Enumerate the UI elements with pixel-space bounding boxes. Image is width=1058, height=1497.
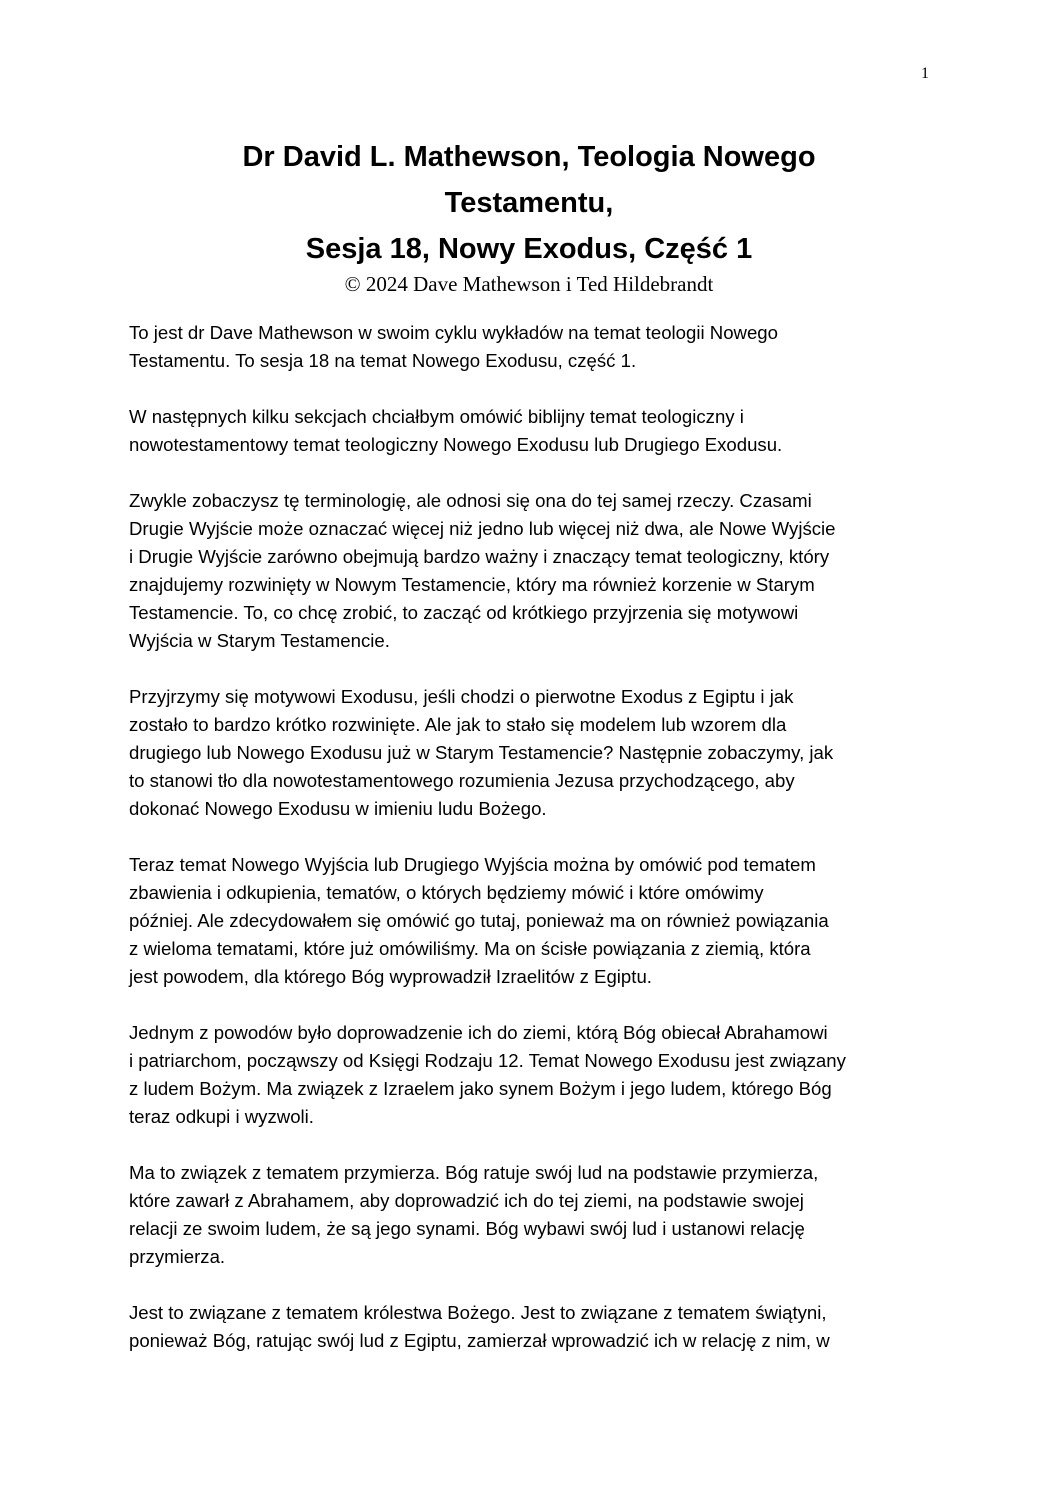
paragraph-1 xyxy=(129,319,929,375)
paragraph-line: drugiego lub Nowego Exodusu już w Starym Testamencie? Następnie zobaczymy, jak xyxy=(129,742,834,763)
title-line-1: Dr David L. Mathewson, Teologia Nowego xyxy=(242,141,816,173)
paragraph-line: przymierza. xyxy=(129,1246,226,1267)
paragraph-line: Jest to związane z tematem królestwa Bożego. Jest to związane z tematem świątyni, xyxy=(129,1302,827,1323)
paragraph-line: Jednym z powodów było doprowadzenie ich do ziemi, którą Bóg obiecał Abrahamowi xyxy=(129,1022,828,1043)
paragraph-line: to stanowi tło dla nowotestamentowego rozumienia Jezusa przychodzącego, aby xyxy=(129,770,795,791)
title-line-2: Testamentu, xyxy=(444,187,614,219)
paragraph-8 xyxy=(129,1299,929,1355)
title-block xyxy=(129,134,929,296)
paragraph-line: i Drugie Wyjście zarówno obejmują bardzo ważny i znaczący temat teologiczny, który xyxy=(129,546,830,567)
paragraph-line: zostało to bardzo krótko rozwinięte. Ale jak to stało się modelem lub wzorem dla xyxy=(129,714,787,735)
paragraph-7 xyxy=(129,1159,929,1271)
paragraph-line: teraz odkupi i wyzwoli. xyxy=(129,1106,314,1127)
paragraph-line: Ma to związek z tematem przymierza. Bóg ratuje swój lud na podstawie przymierza, xyxy=(129,1162,819,1183)
copyright-notice: © 2024 Dave Mathewson i Ted Hildebrandt xyxy=(344,272,714,296)
paragraph-line: i patriarchom, począwszy od Księgi Rodzaju 12. Temat Nowego Exodusu jest związany xyxy=(129,1050,846,1071)
paragraph-line: Teraz temat Nowego Wyjścia lub Drugiego Wyjścia można by omówić pod tematem xyxy=(129,854,816,875)
paragraph-line: z ludem Bożym. Ma związek z Izraelem jako synem Bożym i jego ludem, którego Bóg xyxy=(129,1078,832,1099)
paragraph-line: Drugie Wyjście może oznaczać więcej niż jedno lub więcej niż dwa, ale Nowe Wyjście xyxy=(129,518,836,539)
paragraph-line: jest powodem, dla którego Bóg wyprowadził Izraelitów z Egiptu. xyxy=(129,966,652,987)
paragraph-line: które zawarł z Abrahamem, aby doprowadzić ich do tej ziemi, na podstawie swojej xyxy=(129,1190,804,1211)
paragraph-4 xyxy=(129,683,929,823)
paragraph-line: znajdujemy rozwinięty w Nowym Testamencie, który ma również korzenie w Starym xyxy=(129,574,815,595)
paragraph-line: To jest dr Dave Mathewson w swoim cyklu wykładów na temat teologii Nowego xyxy=(129,322,778,343)
paragraph-2 xyxy=(129,403,929,459)
paragraph-line: Zwykle zobaczysz tę terminologię, ale odnosi się ona do tej samej rzeczy. Czasami xyxy=(129,490,812,511)
paragraph-line: Testamentu. To sesja 18 na temat Nowego Exodusu, część 1. xyxy=(129,350,637,371)
paragraph-line: później. Ale zdecydowałem się omówić go tutaj, ponieważ ma on również powiązania xyxy=(129,910,829,931)
paragraph-line: W następnych kilku sekcjach chciałbym omówić biblijny temat teologiczny i xyxy=(129,406,744,427)
paragraph-line: Przyjrzymy się motywowi Exodusu, jeśli chodzi o pierwotne Exodus z Egiptu i jak xyxy=(129,686,794,707)
paragraph-line: z wieloma tematami, które już omówiliśmy. Ma on ścisłe powiązania z ziemią, która xyxy=(129,938,811,959)
paragraph-6 xyxy=(129,1019,929,1131)
paragraph-line: ponieważ Bóg, ratując swój lud z Egiptu, zamierzał wprowadzić ich w relację z nim, w xyxy=(129,1330,830,1351)
paragraph-line: Testamencie. To, co chcę zrobić, to zacząć od krótkiego przyjrzenia się motywowi xyxy=(129,602,799,623)
page-number: 1 xyxy=(921,65,929,82)
paragraph-line: dokonać Nowego Exodusu w imieniu ludu Bożego. xyxy=(129,798,547,819)
paragraph-line: zbawienia i odkupienia, tematów, o których będziemy mówić i które omówimy xyxy=(129,882,764,903)
paragraph-line: relacji ze swoim ludem, że są jego synami. Bóg wybawi swój lud i ustanowi relację xyxy=(129,1218,805,1239)
paragraph-line: Wyjścia w Starym Testamencie. xyxy=(129,630,390,651)
paragraph-3 xyxy=(129,487,929,655)
paragraph-5 xyxy=(129,851,929,991)
body-text xyxy=(129,319,929,1383)
paragraph-line: nowotestamentowy temat teologiczny Nowego Exodusu lub Drugiego Exodusu. xyxy=(129,434,783,455)
title-line-3: Sesja 18, Nowy Exodus, Część 1 xyxy=(305,233,753,265)
